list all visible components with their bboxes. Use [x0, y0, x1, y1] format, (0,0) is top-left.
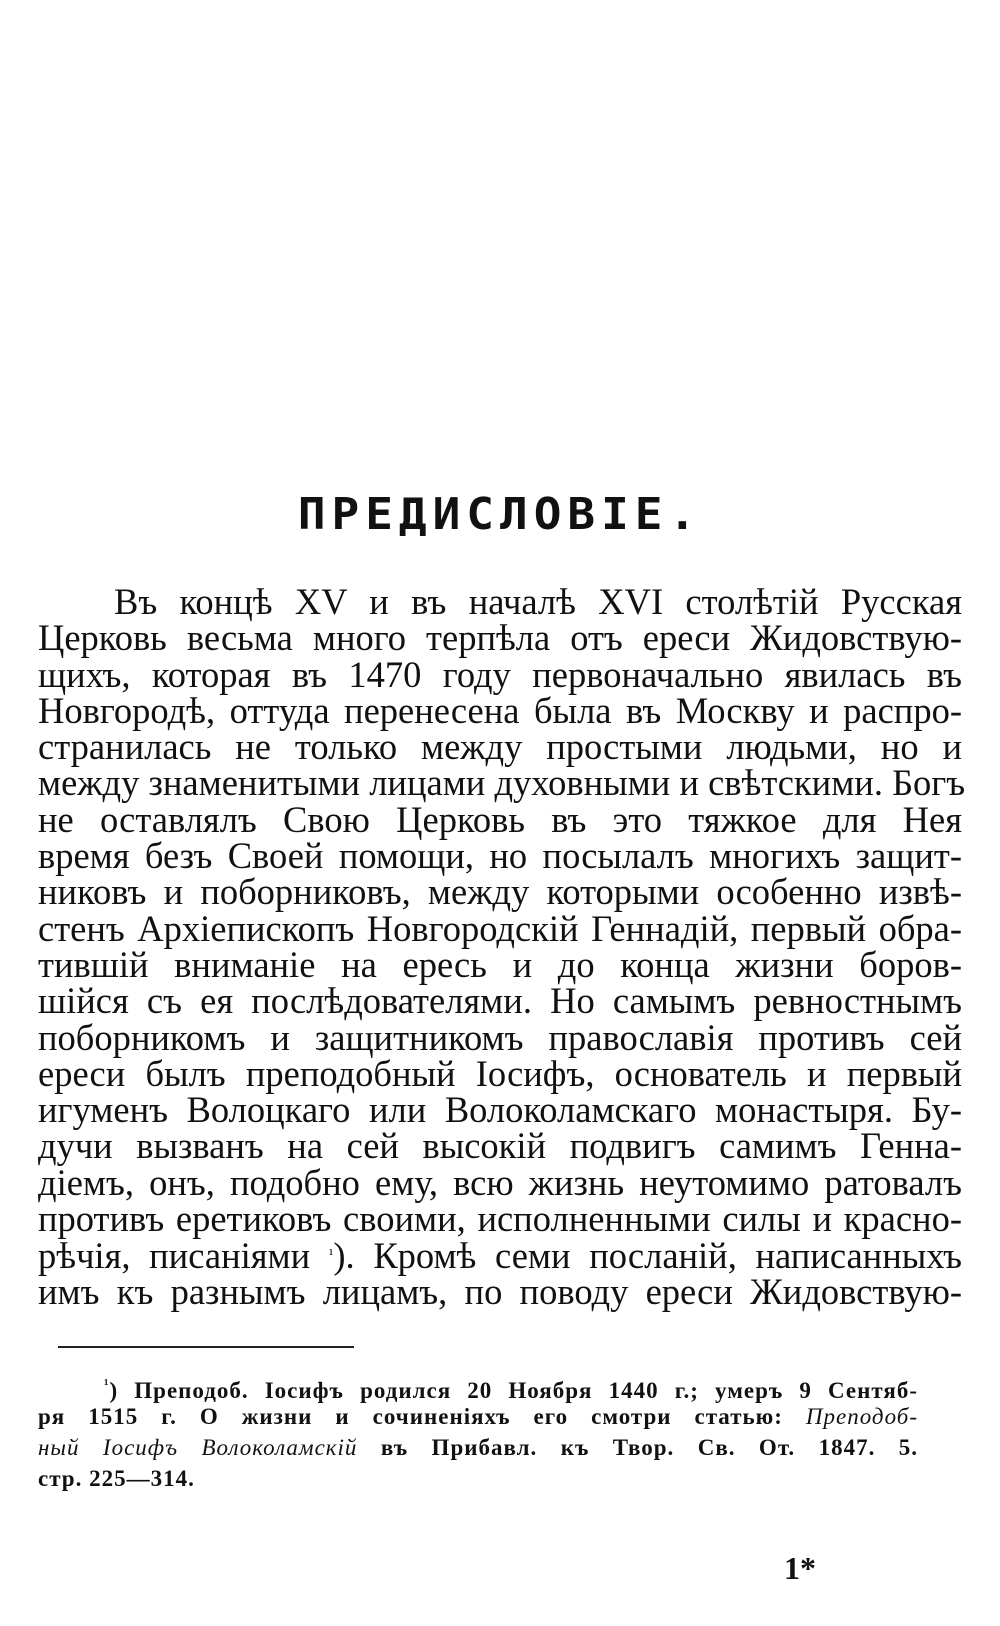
body-line: ереси былъ преподобный Іосифъ, основатель и первый [38, 1052, 962, 1094]
page-number: 1* [784, 1550, 816, 1586]
footnote [38, 1370, 918, 1494]
footnote-line: стр. 225—314. [38, 1466, 195, 1491]
body-line: Церковь весьма много терпѣла отъ ереси Жидовствую- [38, 617, 962, 659]
body-line: между знаменитыми лицами духовными и свѣтскими. Богъ [38, 762, 966, 804]
footnote-line [38, 1401, 918, 1432]
body-line: странилась не только между простыми людьми, но и [38, 726, 962, 768]
body-line: тившій вниманіе на ересь и до конца жизни боров- [38, 943, 962, 985]
body-line: стенъ Архіепископъ Новгородскій Геннадій, первый обра- [38, 907, 962, 949]
page-title: ПРЕДИСЛОВІЕ. [297, 488, 703, 540]
body-line: Въ концѣ XV и въ началѣ XVI столѣтій Русская [114, 581, 962, 622]
body-line: игуменъ Волоцкаго или Волоколамскаго монастыря. Бу- [38, 1089, 962, 1131]
body-line: шійся съ ея послѣдователями. Но самымъ ревностнымъ [38, 980, 962, 1022]
footnote-line [38, 1432, 918, 1463]
footnote-line-text: ря 1515 г. О жизни и сочиненіяхъ его смотри статью: [38, 1404, 783, 1429]
body-line: имъ къ разнымъ лицамъ, по поводу ереси Жидовствую- [38, 1270, 962, 1312]
body-line-tail: ). Кромѣ семи посланій, написанныхъ [333, 1235, 963, 1277]
body-text [38, 581, 966, 1312]
footnote-mark: ¹ [104, 1377, 110, 1393]
body-line: Новгородѣ, оттуда перенесена была въ Москву и распро- [38, 689, 962, 731]
footnote-reference-mark: ¹ [328, 1247, 334, 1264]
footnote-italic-text: ный Іосифъ Волоколамскій [38, 1435, 358, 1460]
body-line: не оставлялъ Свою Церковь въ это тяжкое для Нея [38, 798, 962, 840]
footnote-line-text: ) Преподоб. Іосифъ родился 20 Ноября 1440 г.; умеръ 9 Сентяб- [109, 1378, 918, 1403]
footnote-italic-text: Преподоб- [805, 1404, 918, 1429]
body-line: діемъ, онъ, подобно ему, всю жизнь неутомимо ратовалъ [38, 1161, 962, 1203]
body-line: дучи вызванъ на сей высокій подвигъ самимъ Генна- [38, 1125, 962, 1167]
body-line: никовъ и поборниковъ, между которыми особенно извѣ- [38, 871, 962, 913]
body-line-text: рѣчія, писаніями [38, 1235, 311, 1277]
body-line-with-footnote [38, 1235, 963, 1277]
body-line: поборникомъ и защитникомъ православія противъ сей [38, 1016, 962, 1058]
footnote-divider [58, 1346, 354, 1348]
footnote-line-text: въ Прибавл. къ Твор. Св. От. 1847. 5. [380, 1435, 918, 1460]
body-line: щихъ, которая въ 1470 году первоначально явилась въ [38, 653, 962, 695]
footnote-line [38, 1370, 918, 1401]
body-line: противъ еретиковъ своими, исполненными силы и красно- [38, 1198, 962, 1240]
body-line: время безъ Своей помощи, но посылалъ многихъ защит- [38, 835, 962, 877]
